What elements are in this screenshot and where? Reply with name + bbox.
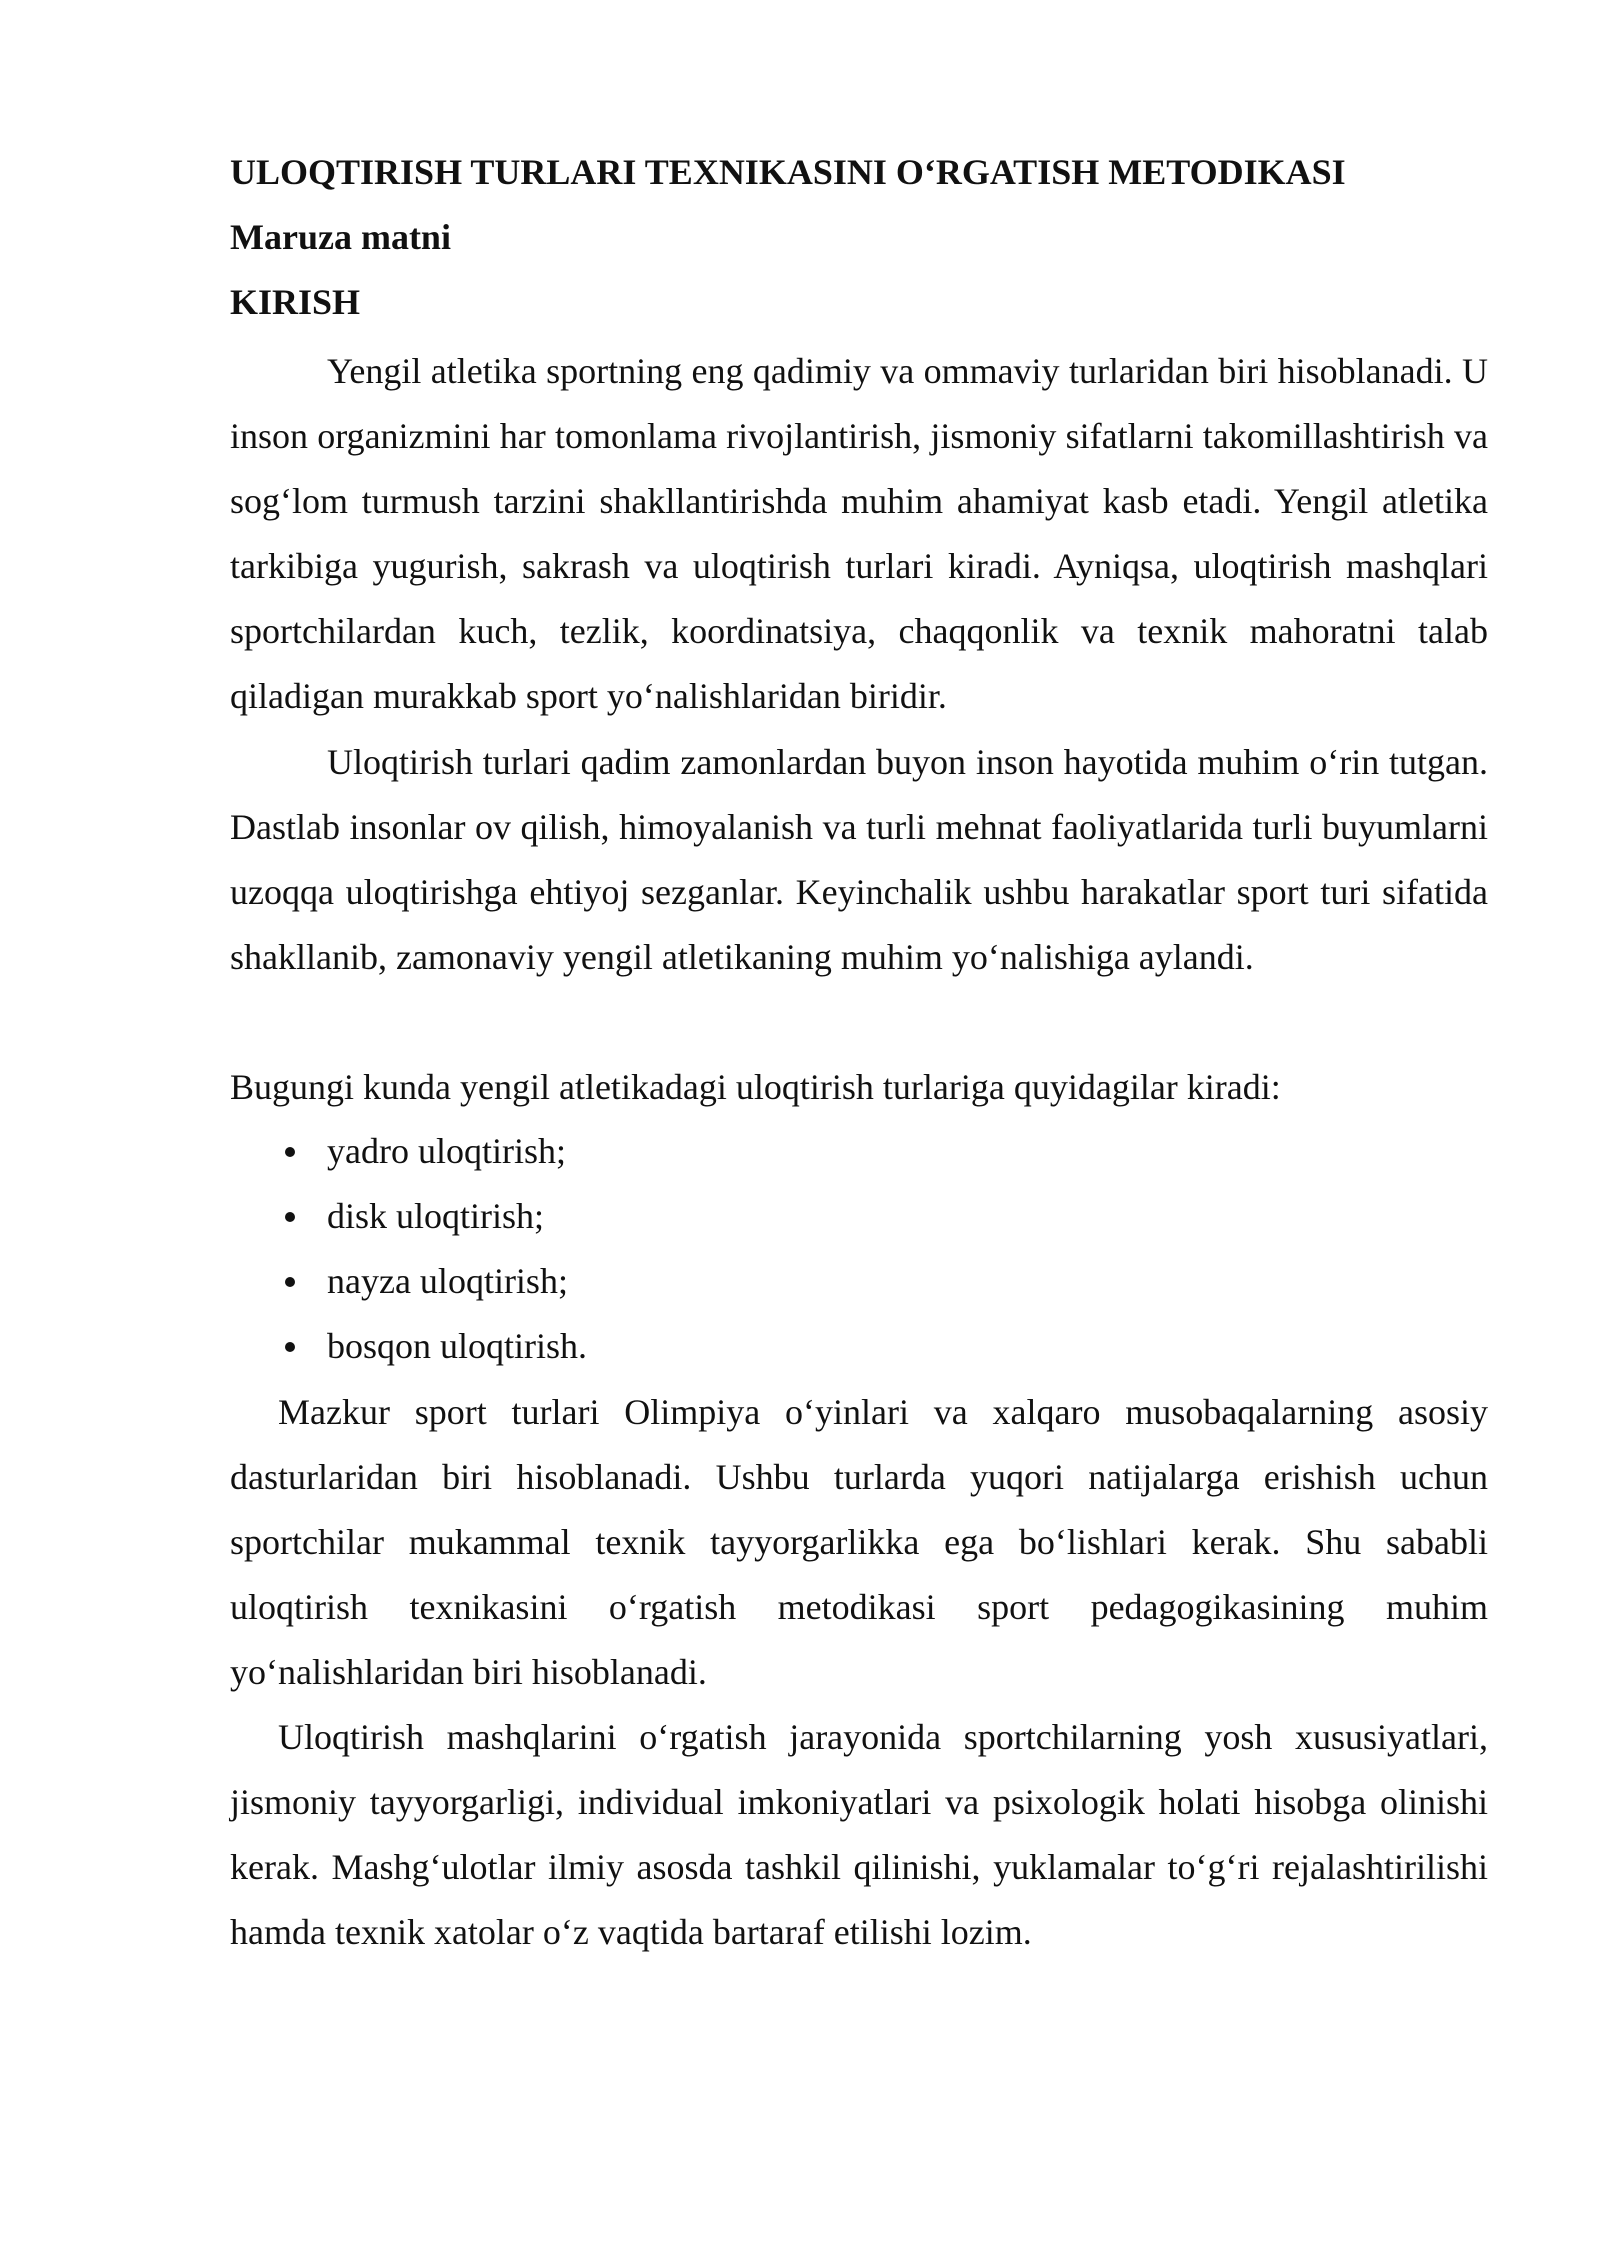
list-item (230, 1184, 587, 1249)
paragraph-2: Uloqtirish turlari qadim zamonlardan buyon inson hayotida muhim o‘rin tutgan. Dastlab insonlar ov qilish, himoyalanish va turli mehnat faoliyatlarida turli buyumlarni uzoqqa uloqtirishga ehtiyoj sezganlar. Keyinchalik ushbu harakatlar sport turi sifatida shakllanib, zamonaviy yengil atletikaning muhim yo‘nalishiga aylandi. (230, 742, 1488, 977)
section-heading: KIRISH (230, 282, 361, 322)
paragraph-5: Uloqtirish mashqlarini o‘rgatish jarayonida sportchilarning yosh xususiyatlari, jismoniy tayyorgarligi, individual imkoniyatlari va psixologik holati hisobga olinishi kerak. Mashg‘ulotlar ilmiy asosda tashkil qilinishi, yuklamalar to‘g‘ri rejalashtirilishi hamda texnik xatolar o‘z vaqtida bartaraf etilishi lozim. (230, 1717, 1488, 1952)
throwing-types-list (230, 1119, 587, 1379)
list-item-text: disk uloqtirish; (327, 1196, 545, 1236)
list-item-text: bosqon uloqtirish. (327, 1326, 588, 1366)
list-item-text: nayza uloqtirish; (327, 1261, 568, 1301)
paragraph-4: Mazkur sport turlari Olimpiya o‘yinlari va xalqaro musobaqalarning asosiy dasturlaridan biri hisoblanadi. Ushbu turlarda yuqori natijalarga erishish uchun sportchilar mukammal texnik tayyorgarlikka ega bo‘lishlari kerak. Shu sababli uloqtirish texnikasini o‘rgatish metodikasi sport pedagogikasining muhim yo‘nalishlaridan biri hisoblanadi. (230, 1392, 1488, 1692)
document-subtitle: Maruza matni (230, 217, 451, 257)
list-item (230, 1119, 587, 1184)
paragraph-1: Yengil atletika sportning eng qadimiy va ommaviy turlaridan biri hisoblanadi. U inson organizmini har tomonlama rivojlantirish, jismoniy sifatlarni takomillashtirish va sog‘lom turmush tarzini shakllantirishda muhim ahamiyat kasb etadi. Yengil atletika tarkibiga yugurish, sakrash va uloqtirish turlari kiradi. Ayniqsa, uloqtirish mashqlari sportchilardan kuch, tezlik, koordinatsiya, chaqqonlik va texnik mahoratni talab qiladigan murakkab sport yo‘nalishlaridan biridir. (230, 351, 1488, 716)
list-item (230, 1249, 587, 1314)
bullet-icon (285, 1147, 295, 1157)
document-title: ULOQTIRISH TURLARI TEXNIKASINI O‘RGATISH METODIKASI (230, 152, 1346, 192)
list-item (230, 1314, 587, 1379)
list-item-text: yadro uloqtirish; (327, 1131, 566, 1171)
paragraph-list-intro: Bugungi kunda yengil atletikadagi uloqtirish turlariga quyidagilar kiradi: (230, 1067, 1281, 1107)
bullet-icon (285, 1277, 295, 1287)
bullet-icon (285, 1342, 295, 1352)
bullet-icon (285, 1212, 295, 1222)
